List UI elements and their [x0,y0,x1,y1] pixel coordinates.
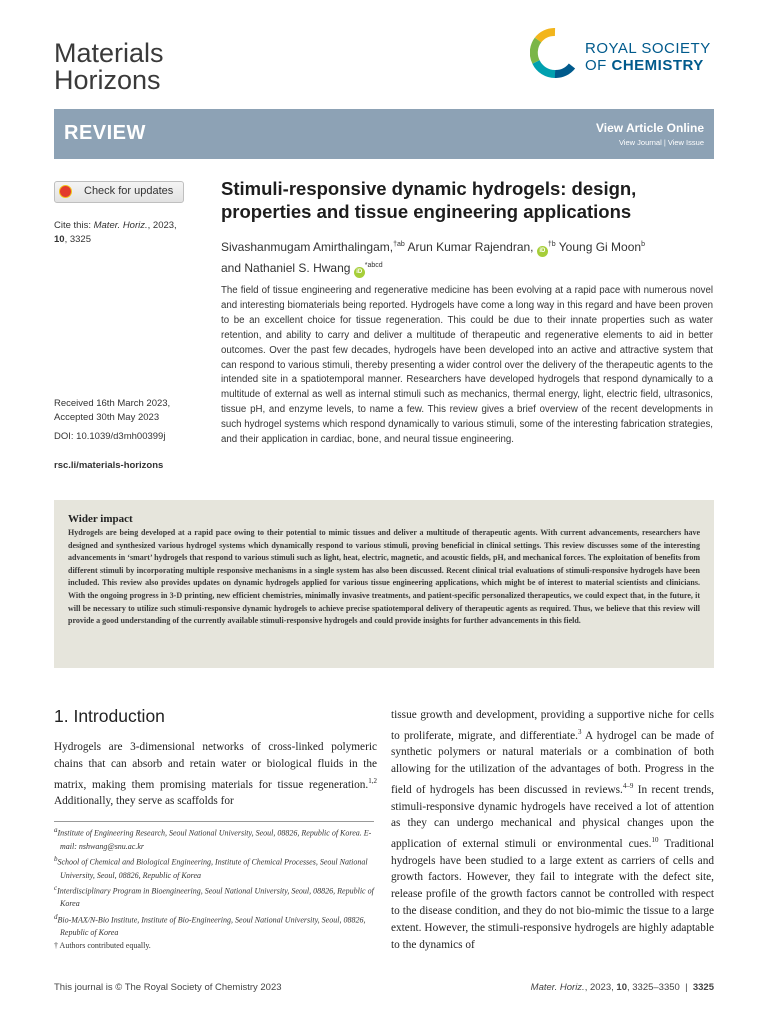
footnote-divider [54,821,374,822]
affiliation-b [54,853,374,882]
check-for-updates-label: Check for updates [84,185,174,197]
affiliation-a [54,824,374,853]
footer-journal: Mater. Horiz. [530,982,585,993]
publisher-line2-prefix: OF [585,57,612,74]
footer-pages: , 3325–3350 [626,982,680,993]
article-title: Stimuli-responsive dynamic hydrogels: design, properties and tissue engineering applications [221,178,637,222]
affil-mark-c: c [54,883,58,892]
author-3-affil: b [641,241,645,248]
intro-left-text-b: Additionally, they serve as scaffolds for [54,795,234,808]
article-type-banner [54,109,714,159]
journal-name-line2: Horizons [54,65,161,95]
intro-right-column [391,707,714,953]
crossmark-icon [59,185,72,198]
received-accepted-dates [54,397,170,425]
affil-mark-d: d [54,912,58,921]
abstract: The field of tissue engineering and regenerative medicine has been evolving at a rapid pace with numerous novel and interesting biomaterials being reported. Hydrogels have come a long way in this regard and have been proven to be an excellent choice for tissue regeneration. This could be due to their innate properties such as water retention, and ability to carry and deliver a multitude of therapeutic and regenerative elements to aid in better outcomes. Over the past few decades, hydrogels have been developed into an active and attractive system that can respond to various stimuli, thereby presenting a wider control over the delivery of the therapeutic agents to the intended site in a spatiotemporal manner. Researchers have developed hydrogels that respond dynamically to a multitude of external as well as internal stimuli such as mechanics, thermal energy, light, electric field, ultrasonics, tissue pH, and enzyme levels, to name a few. This review gives a brief overview of the recent developments in such hydrogel systems which respond dynamically to various stimuli, some of the interesting fabrication strategies, and their application in cardiac, bone, and neural tissue engineering. [221,285,713,446]
section-heading-introduction: 1. Introduction [54,706,165,726]
wider-impact-box [54,500,714,668]
intro-right-text-c: In recent trends, stimuli-responsive dynamic hydrogels have received a lot of attention as they can undergo mechanical and physical changes upon the application of external stimuli or environmental cues. [391,783,714,850]
affiliation-d [54,911,374,940]
cite-pages: , 3325 [64,234,91,245]
cite-rest: , 2023, [147,220,177,231]
journal-logo [54,40,164,94]
publisher-name [585,40,711,74]
intro-left-text-a: Hydrogels are 3-dimensional networks of cross-linked polymeric chains that can absorb and retain water or biological fluids in the matrix, making them promising materials for tissue regeneration. [54,741,377,791]
author-4-affil: *abcd [364,262,383,269]
author-list [221,236,711,278]
orcid-icon[interactable]: iD [537,246,548,257]
citation [54,219,177,247]
cite-prefix: Cite this: [54,220,94,231]
footer-year: , 2023, [584,982,617,993]
view-journal-issue-links[interactable]: View Journal | View Issue [618,138,704,147]
intro-right-text-a: tissue growth and development, providing a supportive niche for cells to proliferate, migrate, and differentiate. [391,709,714,742]
accepted-date: Accepted 30th May 2023 [54,412,160,423]
article-type-label: REVIEW [64,122,146,144]
check-for-updates-button[interactable] [54,181,184,203]
rsc-logo-icon [530,28,580,78]
intro-left-column [54,739,377,810]
intro-right-text-d: Traditional hydrogels have been studied to a large extent as carriers of cells and growth factors. However, they fail to integrate with the defect site, release profile of the growth factors cannot be controlled with respect to the disease condition, and they do not bio-mimic the tissue to a large extent. However, the stimuli-responsive hydrogels are highly adaptable to the dynamics of [391,837,714,951]
affil-b-text: School of Chemical and Biological Engineering, Institute of Chemical Processes, Seoul National University, Seoul, 08826, Republic of Korea [57,857,368,880]
footer-separator: | [679,982,693,993]
ref-3[interactable]: 3 [577,727,582,736]
author-1-affil: †ab [393,241,405,248]
author-1: Sivashanmugam Amirthalingam, [221,240,394,254]
footer-page-number: 3325 [692,982,714,993]
footer-volume: 10 [616,982,627,993]
affil-a-text: Institute of Engineering Research, Seoul National University, Seoul, 08826, Republic of Korea. E-mail: nshwang@snu.ac.kr [57,828,372,851]
publisher-line2-bold: CHEMISTRY [611,57,704,74]
affil-mark-a: a [54,826,58,834]
equal-contribution-note: † Authors contributed equally. [54,941,151,951]
wider-impact-text: Hydrogels are being developed at a rapid pace owing to their potential to mimic tissues and deliver a multitude of therapeutic agents. With current advancements, researchers have designed and synthesized various hydrogel systems which dynamically respond to various stimuli, proving beneficial in clinical settings. This review discusses some of the interesting advancements in ‘smart’ hydrogels that respond to various stimuli such as light, heat, electric, magnetic, and acoustic fields, pH, and mechanical forces. The exploitation of benefits from different stimuli by incorporating multiple responsive mechanisms in a single system has also been discussed. Recent clinical trial evaluations of stimuli-responsive hydrogels have been included. This review also provides updates on dynamic hydrogels applied for various tissue engineering applications, which might be of interest to material scientists and clinicians. With the ongoing progress in 3-D printing, new efficient chemistries, minimally invasive treatments, and patient-specific personalized therapeutics, we could expect that, in the future, it will be necessary to utilize such stimuli-responsive dynamic hydrogels to achieve precise spatiotemporal delivery of therapeutic agents as required. Thus, we believe that this review will provide a good understanding of the currently available stimuli-responsive hydrogels and could provide insights for further advancements in this field. [68,528,700,626]
affiliation-c [54,882,374,911]
author-2-affil: †b [547,241,556,248]
cite-volume: 10 [54,234,65,245]
cite-journal: Mater. Horiz. [93,220,148,231]
ref-1-2[interactable]: 1,2 [368,776,377,785]
doi[interactable]: DOI: 10.1039/d3mh00399j [54,431,166,442]
author-2: Arun Kumar Rajendran, [404,240,534,254]
received-date: Received 16th March 2023, [54,398,171,409]
affil-d-text: Bio-MAX/N-Bio Institute, Institute of Bio-Engineering, Seoul National University, Seoul, 08826, Republic of Korea [57,915,366,938]
footer-copyright: This journal is © The Royal Society of Chemistry 2023 [54,982,282,993]
journal-site-link[interactable]: rsc.li/materials-horizons [54,460,164,471]
view-article-online-link[interactable]: View Article Online [595,121,704,135]
wider-impact-heading: Wider impact [68,513,133,525]
ref-10[interactable]: 10 [651,836,659,845]
author-3: Young Gi Moon [555,240,642,254]
intro-right-text-b: A hydrogel can be made of synthetic polymers or natural materials or a combination of both allowing for the utilization of the advantages of both. Progress in the field of hydrogels has been discussed in reviews. [391,729,714,796]
affil-mark-b: b [54,854,58,863]
author-4: and Nathaniel S. Hwang [221,261,351,275]
publisher-line1: ROYAL SOCIETY [585,40,711,57]
affiliations [54,824,374,952]
orcid-icon[interactable]: iD [354,267,365,278]
affil-c-text: Interdisciplinary Program in Bioengineering, Seoul National University, Seoul, 08826, Republic of Korea [57,886,374,909]
journal-name-line1: Materials [54,38,164,68]
footer-citation [531,982,714,993]
ref-4-9[interactable]: 4–9 [622,781,634,790]
publisher-line2 [585,57,711,74]
